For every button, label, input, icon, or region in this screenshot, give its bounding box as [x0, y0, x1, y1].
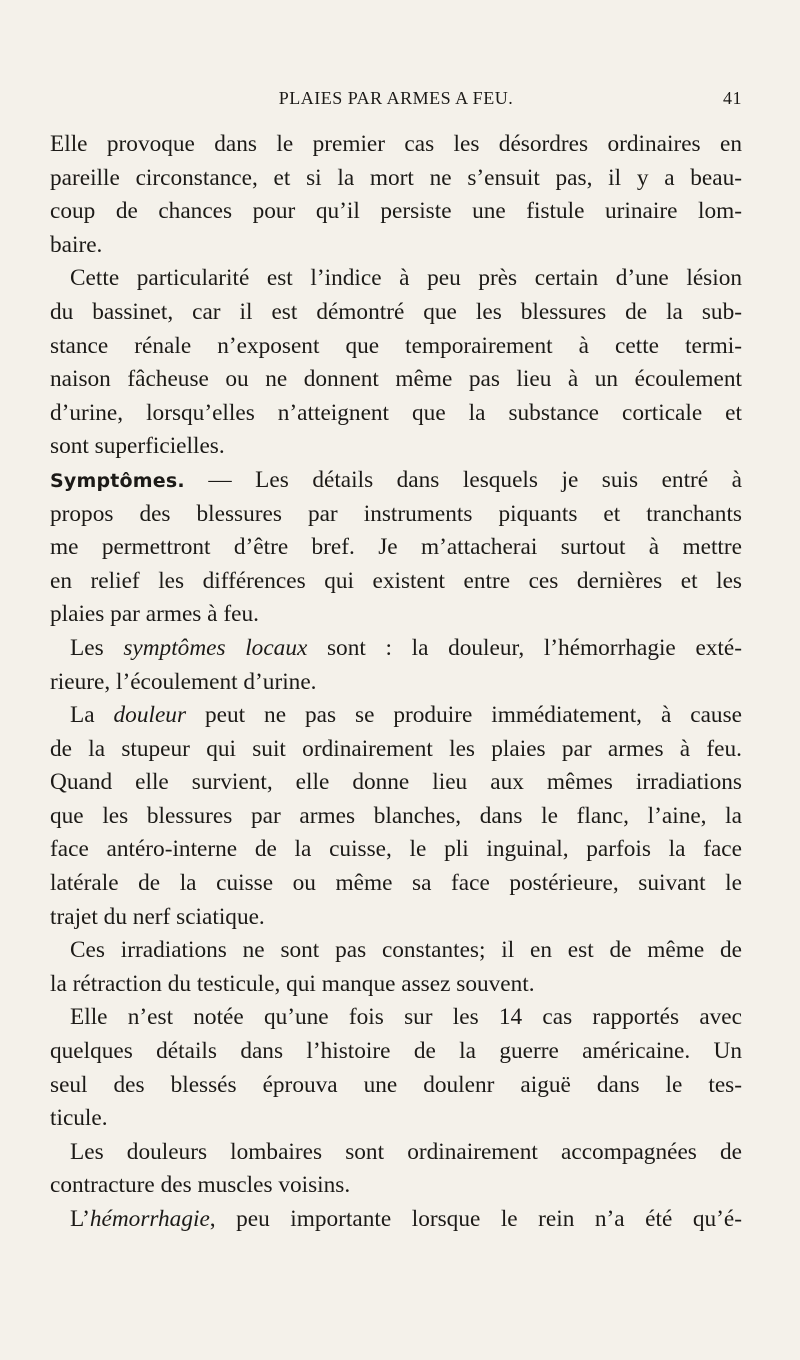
text-line: seul des blessés éprouva une doulenr aiguë dans le tes- — [50, 1071, 742, 1098]
text-line: face antéro-interne de la cuisse, le pli inguinal, parfois la face — [50, 836, 742, 863]
text-line: trajet du nerf sciatique. — [50, 903, 265, 930]
text-segment: — Les détails dans lesquels je suis entré à — [184, 466, 742, 493]
running-head — [50, 84, 742, 114]
text-segment: peut ne pas se produire immédiatement, à cause — [186, 702, 742, 729]
text-line: quelques détails dans l’histoire de la guerre américaine. Un — [50, 1038, 742, 1065]
text-line: la rétraction du testicule, qui manque assez souvent. — [50, 970, 535, 997]
text-line: Cette particularité est l’indice à peu près certain d’une lésion — [70, 265, 742, 292]
text-line: naison fâcheuse ou ne donnent même pas lieu à un écoulement — [50, 366, 742, 393]
text-segment: La — [70, 702, 114, 729]
text-line: propos des blessures par instruments piquants et tranchants — [50, 500, 742, 527]
text-line: baire. — [50, 231, 103, 258]
text-line — [50, 464, 742, 498]
text-line: Quand elle survient, elle donne lieu aux mêmes irradiations — [50, 769, 742, 796]
text-line: sont superficielles. — [50, 433, 225, 460]
text-line — [50, 699, 742, 733]
text-line: du bassinet, car il est démontré que les blessures de la sub- — [50, 298, 742, 325]
text-segment: Les — [70, 634, 124, 661]
text-line: plaies par armes à feu. — [50, 601, 259, 628]
italic-term: hémorrhagie — [89, 1206, 210, 1232]
text-line: latérale de la cuisse ou même sa face postérieure, suivant le — [50, 870, 742, 897]
text-line: Elle n’est notée qu’une fois sur les 14 cas rapportés avec — [70, 1004, 742, 1031]
text-line: me permettront d’être bref. Je m’attacherai surtout à mettre — [50, 534, 742, 561]
text-line: Elle provoque dans le premier cas les désordres ordinaires en — [50, 131, 742, 157]
text-line: Les douleurs lombaires sont ordinairement accompagnées de — [70, 1138, 742, 1165]
italic-term: douleur — [113, 702, 187, 729]
text-segment: L’ — [70, 1206, 90, 1232]
text-line: pareille circonstance, et si la mort ne s’ensuit pas, il y a beau- — [50, 164, 742, 191]
section-heading: Symptômes. — [50, 469, 185, 492]
text-line: que les blessures par armes blanches, dans le flanc, l’aine, la — [50, 802, 742, 829]
text-line: ticule. — [50, 1105, 108, 1132]
text-line: stance rénale n’exposent que temporairement à cette termi- — [50, 332, 742, 359]
text-line: en relief les différences qui existent entre ces dernières et les — [50, 567, 742, 594]
text-line: contracture des muscles voisins. — [50, 1172, 351, 1199]
text-line: coup de chances pour qu’il persiste une fistule urinaire lom- — [50, 198, 742, 225]
running-title: PLAIES PAR ARMES A FEU. — [278, 88, 514, 108]
body-text — [50, 128, 742, 1237]
text-segment: sont : la douleur, l’hémorrhagie exté- — [307, 634, 743, 661]
text-line: d’urine, lorsqu’elles n’atteignent que la substance corticale et — [50, 399, 742, 426]
text-line: Ces irradiations ne sont pas constantes; il en est de même de — [70, 937, 742, 964]
text-segment: , peu importante lorsque le rein n’a été qu’é- — [209, 1206, 742, 1232]
text-line: rieure, l’écoulement d’urine. — [50, 668, 317, 695]
page-number: 41 — [723, 88, 742, 108]
text-line — [50, 1203, 742, 1237]
italic-term: symptômes locaux — [123, 634, 308, 661]
text-line: de la stupeur qui suit ordinairement les plaies par armes à feu. — [50, 735, 742, 762]
text-line — [50, 632, 742, 666]
